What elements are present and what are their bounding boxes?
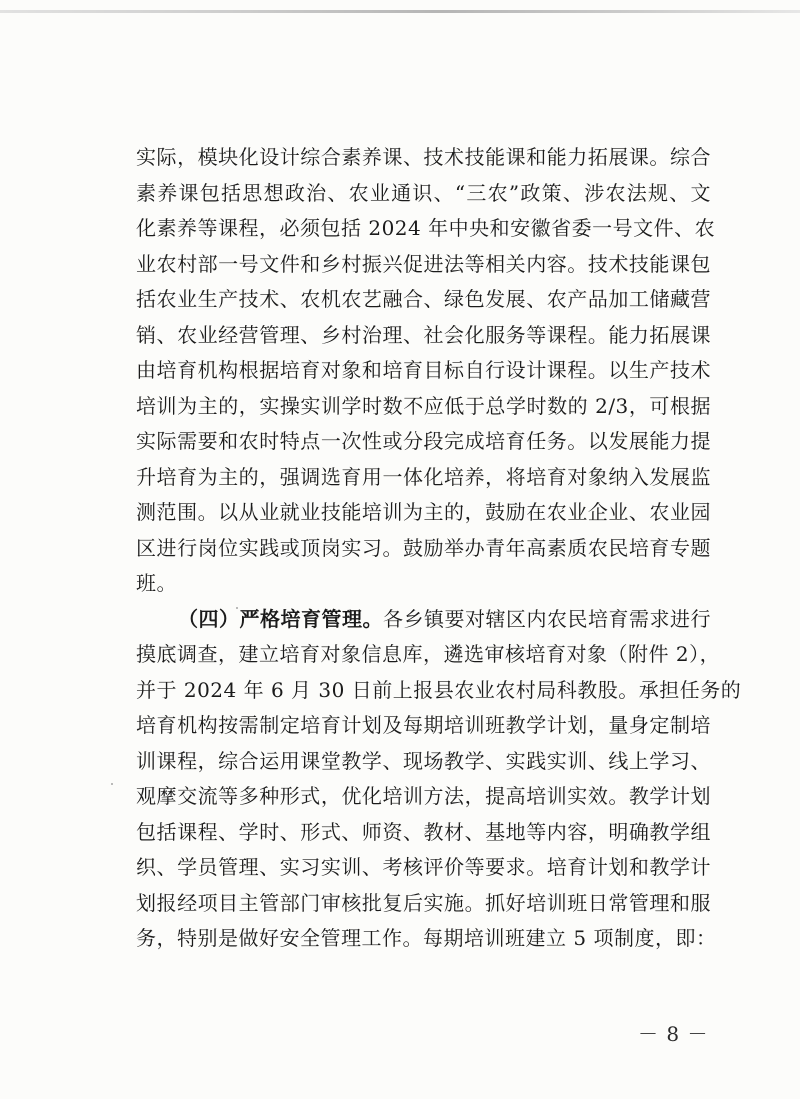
text-line bbox=[136, 602, 711, 638]
text-line: 包括课程、学时、形式、师资、教材、基地等内容，明确教学组 bbox=[136, 819, 711, 844]
text-line: 素养课包括思想政治、农业通识、“三农”政策、涉农法规、文 bbox=[136, 180, 711, 205]
paragraph-course-design bbox=[136, 140, 716, 602]
text-line: 实际需要和农时特点一次性或分段完成培育任务。以发展能力提 bbox=[136, 429, 711, 453]
text-line: 括农业生产技术、农机农艺融合、绿色发展、农产品加工储藏营 bbox=[136, 287, 711, 311]
text-line: 织、学员管理、实习实训、考核评价等要求。培育计划和教学计 bbox=[136, 855, 711, 879]
text-line: 并于 2024 年 6 月 30 日前上报县农业农村局科教股。承担任务的 bbox=[136, 677, 742, 702]
scan-edge-line bbox=[0, 10, 800, 13]
text-line: 测范围。以从业就业技能培训为主的，鼓励在农业企业、农业园 bbox=[136, 500, 711, 524]
document-body bbox=[136, 140, 742, 957]
text-line: 由培育机构根据培育对象和培育目标自行设计课程。以生产技术 bbox=[136, 358, 711, 382]
text-line: 务，特别是做好安全管理工作。每期培训班建立 5 项制度，即： bbox=[136, 926, 717, 950]
text-line: 训课程，综合运用课堂教学、现场教学、实践实训、线上学习、 bbox=[136, 748, 711, 773]
page-number: － 8 － bbox=[638, 1022, 709, 1046]
scan-speck bbox=[111, 783, 113, 785]
text-line: 观摩交流等多种形式，优化培训方法，提高培训实效。教学计划 bbox=[136, 784, 711, 808]
text-line: 培育机构按需制定培育计划及每期培训班教学计划，量身定制培 bbox=[136, 713, 711, 737]
section-heading-rest: 各乡镇要对辖区内农民培育需求进行 bbox=[383, 606, 711, 631]
text-line: 业农村部一号文件和乡村振兴促进法等相关内容。技术技能课包 bbox=[136, 251, 711, 276]
text-line: 销、农业经营管理、乡村治理、社会化服务等课程。能力拓展课 bbox=[136, 322, 711, 347]
text-line: 摸底调查，建立培育对象信息库，遴选审核培育对象（附件 2）， bbox=[136, 642, 721, 666]
text-line: 培训为主的，实操实训学时数不应低于总学时数的 2/3，可根据 bbox=[136, 393, 711, 418]
text-line: 化素养等课程，必须包括 2024 年中央和安徽省委一号文件、农 bbox=[136, 216, 716, 240]
text-line: 划报经项目主管部门审核批复后实施。抓好培训班日常管理和服 bbox=[136, 890, 711, 915]
text-line: 班。 bbox=[136, 571, 177, 595]
text-line: 实际，模块化设计综合素养课、技术技能课和能力拓展课。综合 bbox=[136, 145, 711, 169]
section-heading: （四）严格培育管理。 bbox=[178, 606, 383, 631]
paragraph-training-management bbox=[136, 602, 742, 957]
text-line: 升培育为主的，强调选育用一体化培养，将培育对象纳入发展监 bbox=[136, 464, 711, 489]
text-line: 区进行岗位实践或顶岗实习。鼓励举办青年高素质农民培育专题 bbox=[136, 535, 711, 560]
